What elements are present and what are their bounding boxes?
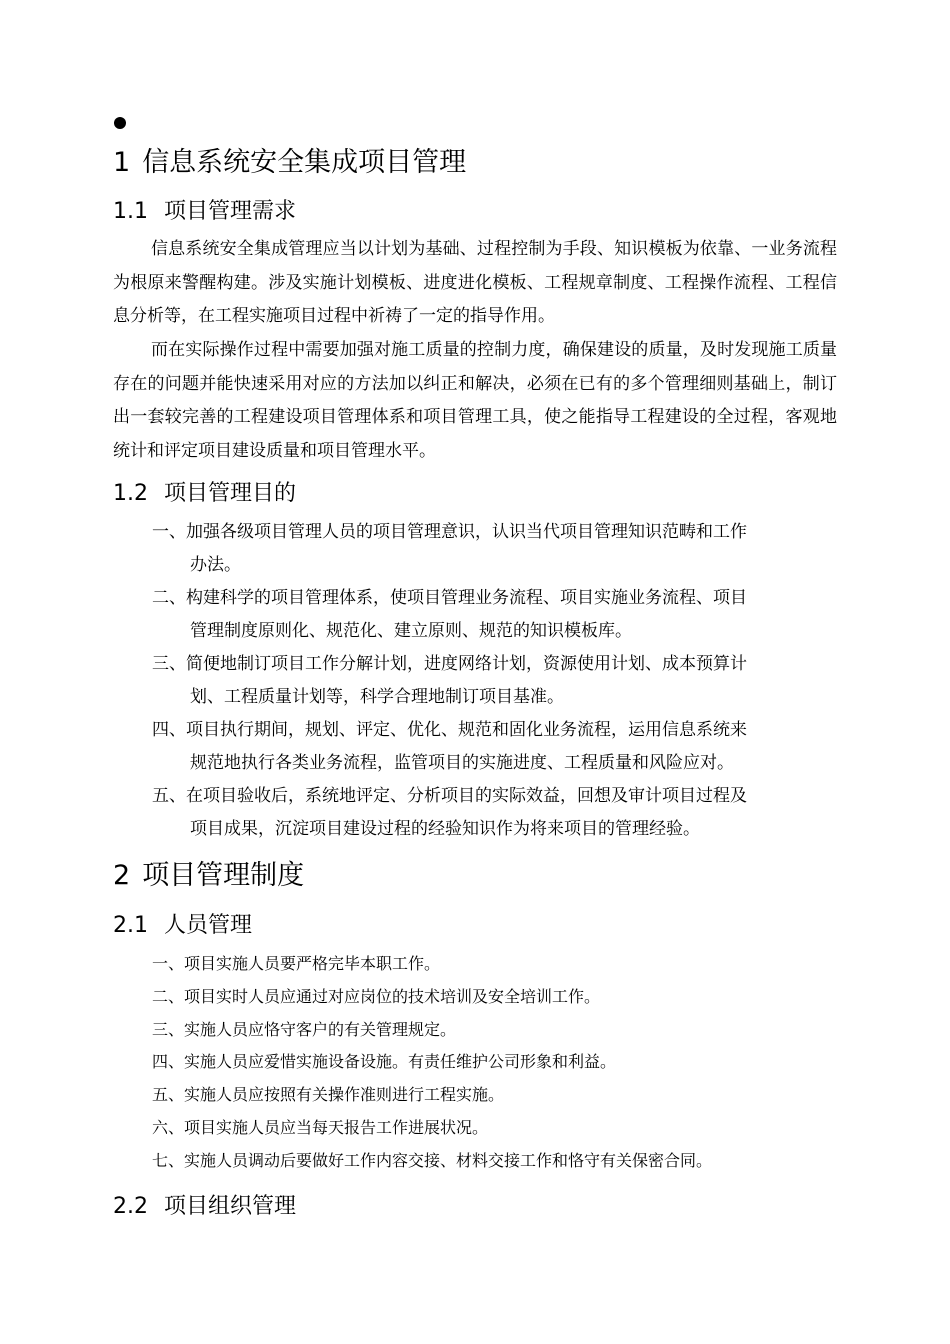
purpose-item-2-line1: 二、构建科学的项目管理体系，使项目管理业务流程、项目实施业务流程、项目 <box>152 588 747 608</box>
section-2-1-title: 人员管理 <box>164 913 253 938</box>
personnel-item-7: 七、实施人员调动后要做好工作内容交接、材料交接工作和恪守有关保密合同。 <box>152 1151 713 1170</box>
personnel-item-1: 一、项目实施人员要严格完毕本职工作。 <box>152 954 441 973</box>
paragraph-2: 而在实际操作过程中需要加强对施工质量的控制力度，确保建设的质量，及时发现施工质量存在的问题并能快速采用对应的方法加以纠正和解决，必须在已有的多个管理细则基础上，制订出一套较完善的工程建设项目管理体系和项目管理工具，使之能指导工程建设的全过程，客观地统计和评定项目建设质量和项目管理水平。 <box>113 340 837 461</box>
purpose-item-1-line1: 一、加强各级项目管理人员的项目管理意识，认识当代项目管理知识范畴和工作 <box>152 522 747 542</box>
section-2-1-heading <box>113 912 252 940</box>
personnel-item-3: 三、实施人员应恪守客户的有关管理规定。 <box>152 1020 457 1039</box>
purpose-item-2 <box>152 582 837 648</box>
purpose-item-5-line2: 项目成果，沉淀项目建设过程的经验知识作为将来项目的管理经验。 <box>190 819 700 839</box>
personnel-item-5: 五、实施人员应按照有关操作准则进行工程实施。 <box>152 1085 505 1104</box>
personnel-item-4: 四、实施人员应爱惜实施设备设施。有责任维护公司形象和利益。 <box>152 1052 617 1071</box>
section-2-heading <box>113 860 304 892</box>
purpose-item-4-line2: 规范地执行各类业务流程，监管项目的实施进度、工程质量和风险应对。 <box>190 753 734 773</box>
section-1-2-heading <box>113 480 296 508</box>
purpose-item-4 <box>152 714 837 780</box>
purpose-item-3-line1: 三、简便地制订项目工作分解计划，进度网络计划，资源使用计划、成本预算计 <box>152 654 747 674</box>
section-2-number: 2 <box>113 860 131 891</box>
purpose-item-3-line2: 划、工程质量计划等，科学合理地制订项目基准。 <box>190 687 564 707</box>
section-1-number: 1 <box>113 147 131 178</box>
purpose-item-1 <box>152 516 837 582</box>
purpose-item-3 <box>152 648 837 714</box>
purpose-item-4-line1: 四、项目执行期间，规划、评定、优化、规范和固化业务流程，运用信息系统来 <box>152 720 747 740</box>
section-1-1-heading <box>113 198 296 226</box>
section-2-2-number: 2.2 <box>113 1194 148 1219</box>
section-2-2-title: 项目组织管理 <box>164 1194 297 1219</box>
purpose-item-5 <box>152 780 837 846</box>
section-2-2-heading <box>113 1193 296 1221</box>
section-2-1-number: 2.1 <box>113 913 148 938</box>
section-1-1-number: 1.1 <box>113 199 148 224</box>
purpose-item-1-line2: 办法。 <box>190 555 241 575</box>
section-1-1-title: 项目管理需求 <box>164 199 297 224</box>
purpose-item-5-line1: 五、在项目验收后，系统地评定、分析项目的实际效益，回想及审计项目过程及 <box>152 786 747 806</box>
section-1-2-title: 项目管理目的 <box>164 481 297 506</box>
section-2-title: 项目管理制度 <box>142 860 305 891</box>
section-1-title: 信息系统安全集成项目管理 <box>142 147 467 178</box>
purpose-item-2-line2: 管理制度原则化、规范化、建立原则、规范的知识模板库。 <box>190 621 632 641</box>
bullet-marker <box>114 117 126 129</box>
personnel-item-2: 二、项目实时人员应通过对应岗位的技术培训及安全培训工作。 <box>152 987 601 1006</box>
paragraph-1: 信息系统安全集成管理应当以计划为基础、过程控制为手段、知识模板为依靠、一业务流程为根原来警醒构建。涉及实施计划模板、进度进化模板、工程规章制度、工程操作流程、工程信息分析等，在工程实施项目过程中祈祷了一定的指导作用。 <box>113 239 837 326</box>
section-1-2-number: 1.2 <box>113 481 148 506</box>
personnel-item-6: 六、项目实施人员应当每天报告工作进展状况。 <box>152 1118 489 1137</box>
section-1-heading <box>113 147 466 179</box>
